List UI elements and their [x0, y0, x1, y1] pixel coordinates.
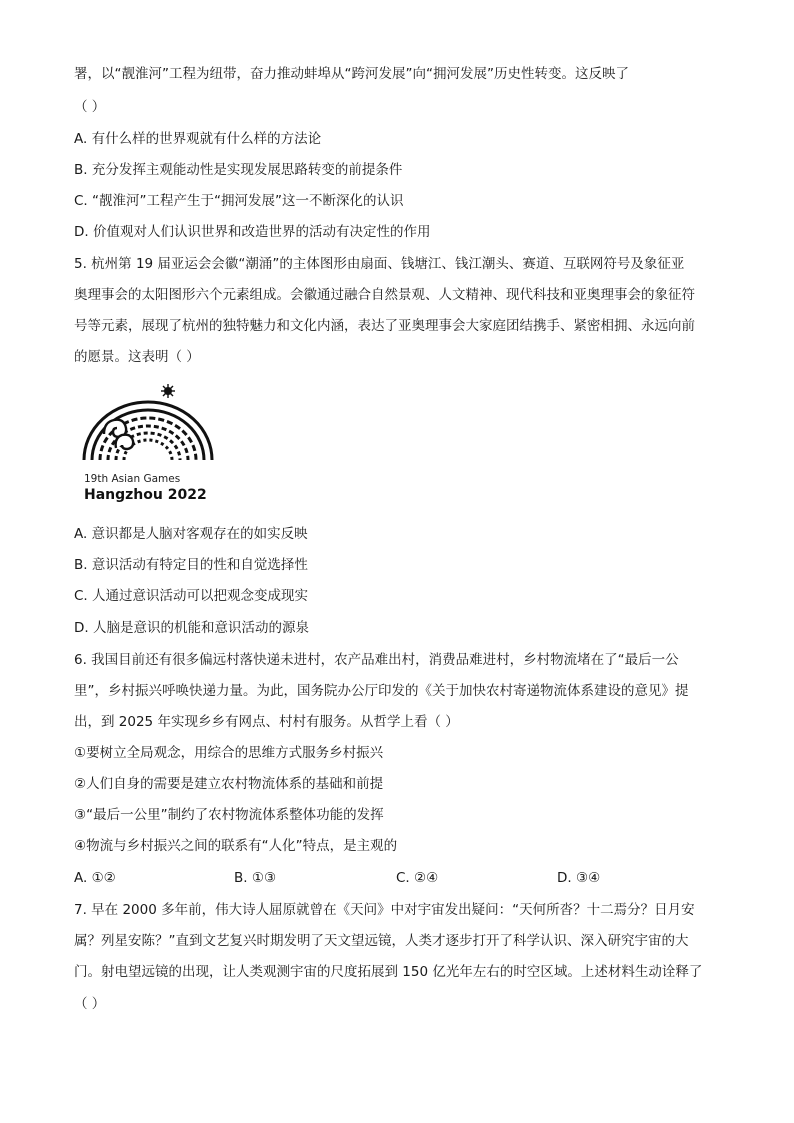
q7-stem-line-2: 属？列星安陈？”直到文艺复兴时期发明了天文望远镜，人类才逐步打开了科学认识、深入研究宇宙的大: [74, 933, 689, 949]
q6-statement-1: ①要树立全局观念，用综合的思维方式服务乡村振兴: [74, 745, 384, 761]
q5-option-a: A. 意识都是人脑对客观存在的如实反映: [74, 526, 308, 542]
q4-stem-line-1: 署，以“靓淮河”工程为纽带，奋力推动蚌埠从“跨河发展”向“拥河发展”历史性转变。这反映了: [74, 66, 629, 82]
q5-option-d: D. 人脑是意识的机能和意识活动的源泉: [74, 620, 309, 636]
emblem-graphic: [78, 382, 218, 504]
q4-option-d: D. 价值观对人们认识世界和改造世界的活动有决定性的作用: [74, 224, 431, 240]
q4-answer-blank: （ ）: [74, 99, 106, 115]
q6-choice-b: B. ①③: [234, 870, 277, 886]
q6-statement-2: ②人们自身的需要是建立农村物流体系的基础和前提: [74, 776, 384, 792]
q4-option-b: B. 充分发挥主观能动性是实现发展思路转变的前提条件: [74, 162, 403, 178]
q6-statement-3: ③“最后一公里”制约了农村物流体系整体功能的发挥: [74, 807, 384, 823]
emblem-text-line-1: 19th Asian Games: [84, 473, 181, 485]
q4-option-c: C. “靓淮河”工程产生于“拥河发展”这一不断深化的认识: [74, 193, 404, 209]
q5-stem-line-1: 5. 杭州第 19 届亚运会会徽“潮涌”的主体图形由扇面、钱塘江、钱江潮头、赛道、互联网符号及象征亚: [74, 256, 685, 272]
q5-stem-line-2: 奥理事会的太阳图形六个元素组成。会徽通过融合自然景观、人文精神、现代科技和亚奥理事会的象征符: [74, 287, 695, 303]
q6-stem-line-2: 里”，乡村振兴呼唤快递力量。为此，国务院办公厅印发的《关于加快农村寄递物流体系建设的意见》提: [74, 683, 689, 699]
q6-choice-d: D. ③④: [557, 870, 601, 886]
q6-choice-a: A. ①②: [74, 870, 116, 886]
q7-stem-line-1: 7. 早在 2000 多年前，伟大诗人屈原就曾在《天问》中对宇宙发出疑问：“天何所沓？十二焉分？日月安: [74, 902, 695, 918]
q6-stem-line-1: 6. 我国目前还有很多偏远村落快递未进村，农产品难出村，消费品难进村，乡村物流堵在了“最后一公: [74, 652, 679, 668]
q5-stem-line-3: 号等元素，展现了杭州的独特魅力和文化内涵，表达了亚奥理事会大家庭团结携手、紧密相拥、永远向前: [74, 318, 695, 334]
q5-stem-line-4: 的愿景。这表明（ ）: [74, 349, 200, 365]
q5-option-b: B. 意识活动有特定目的性和自觉选择性: [74, 557, 308, 573]
emblem-text-line-2: Hangzhou 2022: [84, 487, 207, 503]
q7-stem-line-3: 门。射电望远镜的出现，让人类观测宇宙的尺度拓展到 150 亿光年左右的时空区域。上述材料生动诠释了: [74, 964, 703, 980]
q4-option-a: A. 有什么样的世界观就有什么样的方法论: [74, 131, 322, 147]
sun-icon: [161, 384, 175, 398]
q6-stem-line-3: 出，到 2025 年实现乡乡有网点、村村有服务。从哲学上看（ ）: [74, 714, 459, 730]
q6-choice-c: C. ②④: [396, 870, 439, 886]
q6-statement-4: ④物流与乡村振兴之间的联系有“人化”特点，是主观的: [74, 838, 398, 854]
q5-option-c: C. 人通过意识活动可以把观念变成现实: [74, 588, 309, 604]
q7-answer-blank: （ ）: [74, 996, 106, 1012]
asian-games-emblem: [78, 382, 218, 504]
